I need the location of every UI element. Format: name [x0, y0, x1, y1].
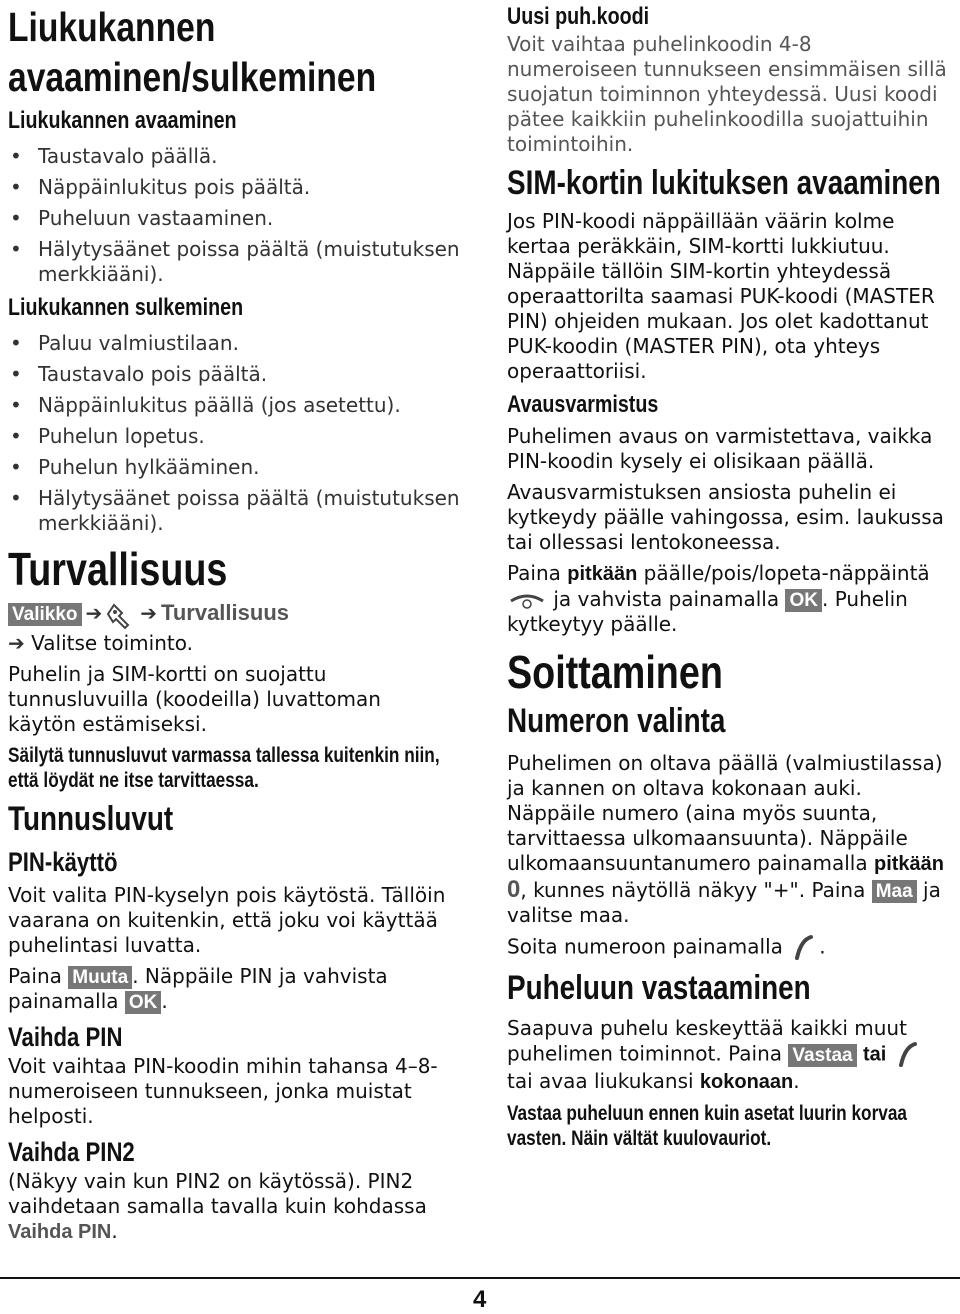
menu-path: [8, 598, 478, 631]
menu-step-row: [8, 631, 478, 656]
arrow-right-icon: ➔: [85, 601, 103, 625]
change-pin-text: Voit vaihtaa PIN-koodin mihin tahansa 4–8-numeroiseen tunnukseen, jonka muistat helposti.: [8, 1054, 438, 1128]
answer-or: tai: [862, 1043, 887, 1066]
section-title-slide: Liukukannen avaaminen/sulkeminen: [8, 4, 377, 100]
power-end: . Puhelin kytkeytyy päälle.: [507, 587, 908, 636]
dial-plus: , kunnes näytöllä näkyy "+".: [520, 878, 806, 902]
list-item: • Taustavalo päällä.: [8, 144, 478, 169]
dial-long: pitkään: [873, 853, 945, 875]
menu-target: Turvallisuus: [161, 600, 289, 625]
zero-key: 0: [507, 876, 521, 903]
security-key-icon: [106, 602, 136, 630]
heading-change-pin: Vaihda PIN: [8, 1022, 123, 1052]
heading-new-code: Uusi puh.koodi: [507, 3, 650, 30]
dial-call-row: Soita numeroon painamalla .: [507, 934, 957, 962]
answer-slide: tai avaa liukukansi: [507, 1069, 694, 1093]
call-icon: [789, 934, 819, 962]
list-item: • Puhelun lopetus.: [8, 424, 478, 449]
security-text: Puhelin ja SIM-kortti on suojattu tunnusluvuilla (koodeilla) luvattoman käytön estämiseksi.: [8, 662, 381, 736]
answer-note: Vastaa puheluun ennen kuin asetat luurin korvaa vasten. Näin vältät kuulovauriot.: [507, 1102, 908, 1150]
power-confirm: ja vahvista painamalla: [553, 587, 780, 611]
footer-divider: [0, 1277, 960, 1279]
list-item: • Puhelun hylkääminen.: [8, 455, 478, 480]
ok-key: OK: [125, 991, 162, 1014]
list-item: • Näppäinlukitus päällä (jos asetettu).: [8, 393, 478, 418]
left-column: [8, 0, 478, 1251]
pin-use-instruction: Paina Muuta . Näppäile PIN ja vahvista painamalla OK .: [8, 964, 388, 1013]
new-code-text: Voit vaihtaa puhelinkoodin 4-8 numeroiseen tunnukseen ensimmäisen sillä suojatun toiminnon yhteydessä. Uusi koodi pätee kaikkiin puhelinkoodilla suojattuihin toimintoihin.: [507, 32, 947, 156]
right-column: [507, 0, 957, 1151]
list-item: • Hälytysäänet poissa päältä (muistutuksen merkkiääni).: [8, 486, 478, 536]
list-item: • Näppäinlukitus pois päältä.: [8, 175, 478, 200]
ok-key: OK: [785, 589, 822, 612]
pin-use-rest: . Näppäile PIN ja vahvista painamalla: [8, 964, 388, 1013]
heading-dial: Numeron valinta: [507, 702, 726, 740]
power-mid: päälle/pois/lopeta-näppäintä: [643, 561, 930, 585]
security-note: Säilytä tunnusluvut varmassa tallessa kuitenkin niin, että löydät ne itse tarvittaessa.: [8, 744, 440, 792]
list-item: • Hälytysäänet poissa päältä (muistutuksen merkkiääni).: [8, 237, 478, 287]
dial-choose: ja valitse maa.: [507, 878, 941, 927]
dial-text: Puhelimen on oltava päällä (valmiustilassa) ja kannen on oltava kokonaan auki. Näppäile numero (aina myös suunta, tarvittaessa ulkomaansuunta). Näppäile ulkomaansuuntanumero painamalla: [507, 751, 943, 875]
heading-slide-close: Liukukannen sulkeminen: [8, 294, 244, 321]
change-pin2-paragraph: (Näkyy vain kun PIN2 on käytössä). PIN2 vaihdetaan samalla tavalla kuin kohdassa Vaihda PIN.: [8, 1169, 427, 1243]
heading-codes: Tunnusluvut: [8, 800, 174, 838]
arrow-right-icon: ➔: [8, 631, 25, 655]
power-text-2: Avausvarmistuksen ansiosta puhelin ei kytkeydy päälle vahingossa, esim. laukussa tai ollessasi lentokoneessa.: [507, 480, 944, 554]
power-press: Paina: [507, 561, 561, 585]
list-item: • Puheluun vastaaminen.: [8, 206, 478, 231]
answer-key: Vastaa: [788, 1044, 856, 1067]
heading-pin-use: PIN-käyttö: [8, 847, 118, 877]
menu-step: Valitse toiminto.: [31, 631, 193, 655]
section-title-sim-unlock: SIM-kortin lukituksen avaaminen: [507, 164, 941, 202]
arrow-right-icon: ➔: [140, 601, 158, 625]
sim-unlock-text: Jos PIN-koodi näppäillään väärin kolme kertaa peräkkäin, SIM-kortti lukkiutuu. Näppäile tällöin SIM-kortin yhteydessä operaattorilta saamasi PUK-koodi (MASTER PIN) ohjeiden mukaan. Jos olet kadottanut PUK-koodin (MASTER PIN), ota yhteys operaattoriisi.: [507, 209, 935, 383]
heading-answer: Puheluun vastaaminen: [507, 969, 811, 1007]
answer-text: Saapuva puhelu keskeyttää kaikki muut puhelimen toiminnot. Paina: [507, 1016, 907, 1066]
section-title-calling: Soittaminen: [507, 646, 723, 698]
call-icon: [893, 1041, 923, 1069]
list-item: • Taustavalo pois päältä.: [8, 362, 478, 387]
page-number: 4: [473, 1286, 487, 1313]
power-long: pitkään: [567, 563, 638, 585]
power-instruction: [507, 561, 952, 637]
answer-paragraph: Saapuva puhelu keskeyttää kaikki muut puhelimen toiminnot. Paina Vastaa tai tai avaa liukukansi kokonaan.: [507, 1016, 947, 1095]
change-key: Muuta: [68, 966, 132, 989]
dial-press: Paina: [811, 878, 866, 902]
pin-use-text: Voit valita PIN-kyselyn pois käytöstä. Tällöin vaarana on kuitenkin, että joku voi käyttää puhelintasi luvatta.: [8, 883, 446, 957]
power-text-1: Puhelimen avaus on varmistettava, vaikka PIN-koodin kysely ei olisikaan päällä.: [507, 424, 933, 473]
dial-paragraph: [507, 751, 947, 928]
change-pin2-text: (Näkyy vain kun PIN2 on käytössä). PIN2 vaihdetaan samalla tavalla kuin kohdassa: [8, 1169, 427, 1218]
answer-fully: kokonaan: [699, 1071, 794, 1093]
change-pin2-ref: Vaihda PIN: [8, 1221, 112, 1243]
list-slide-open: [8, 144, 478, 287]
dial-call: Soita numeroon painamalla: [507, 934, 783, 959]
list-slide-close: [8, 331, 478, 536]
end-call-icon: [507, 591, 547, 611]
list-item: • Paluu valmiustilaan.: [8, 331, 478, 356]
heading-slide-open: Liukukannen avaaminen: [8, 107, 237, 134]
heading-power-confirm: Avausvarmistus: [507, 391, 659, 418]
pin-use-press: Paina: [8, 964, 62, 988]
heading-change-pin2: Vaihda PIN2: [8, 1137, 135, 1167]
country-key: Maa: [872, 880, 917, 903]
menu-key: Valikko: [8, 603, 82, 626]
section-title-security: Turvallisuus: [8, 543, 228, 595]
